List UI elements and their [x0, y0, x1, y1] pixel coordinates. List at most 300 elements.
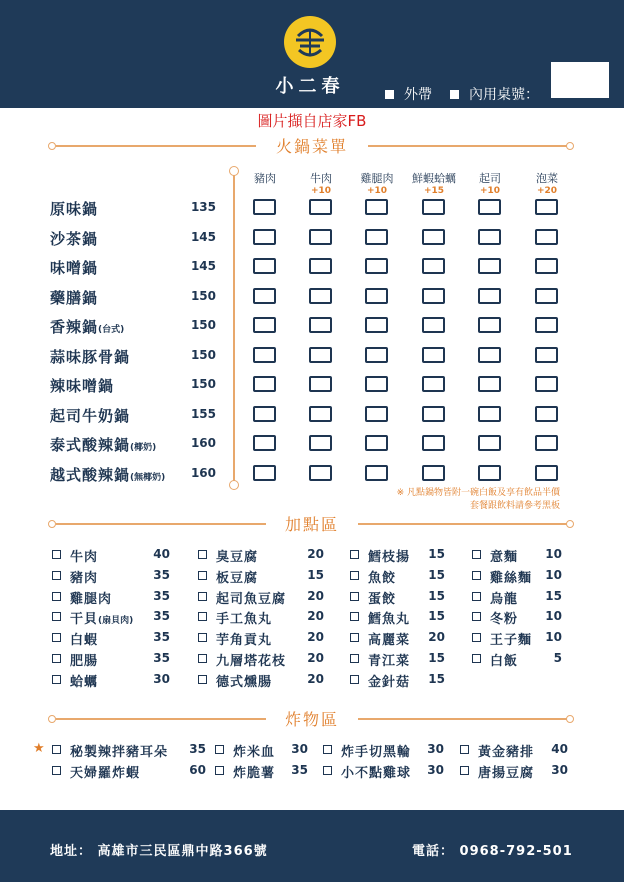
takeout-option[interactable]	[385, 84, 432, 104]
addon-item-name	[70, 608, 133, 627]
addon-item[interactable]	[52, 588, 172, 606]
order-checkbox[interactable]	[309, 317, 332, 333]
hotpot-name-text: 味噌鍋	[50, 259, 99, 277]
order-checkbox[interactable]	[253, 258, 276, 274]
order-checkbox[interactable]	[422, 258, 445, 274]
hotpot-item	[0, 346, 624, 368]
order-checkbox[interactable]	[253, 317, 276, 333]
dinein-checkbox[interactable]	[450, 90, 459, 99]
hotpot-item-name	[50, 405, 130, 426]
addon-item[interactable]	[52, 567, 172, 585]
hotpot-item	[0, 464, 624, 486]
fried-item[interactable]	[215, 741, 310, 759]
column-label: 泡菜	[536, 172, 558, 185]
order-checkbox[interactable]	[478, 406, 501, 422]
hotpot-item	[0, 375, 624, 397]
addon-item[interactable]	[52, 650, 172, 668]
column-surcharge: +10	[310, 186, 332, 196]
addon-item[interactable]	[472, 629, 564, 647]
addon-name-text: 金針菇	[368, 674, 411, 690]
addon-item-name	[216, 608, 272, 627]
hotpot-item	[0, 316, 624, 338]
addon-item-price: 35	[153, 567, 170, 582]
addon-checkbox[interactable]	[52, 675, 61, 684]
addon-item-name	[490, 546, 518, 565]
addon-checkbox[interactable]	[472, 654, 481, 663]
order-checkbox[interactable]	[535, 347, 558, 363]
fried-item-name: 炸脆薯	[233, 766, 276, 781]
hotpot-item-note: (椰奶)	[130, 443, 157, 453]
addon-item-price: 15	[428, 588, 445, 603]
addon-item-price: 15	[428, 671, 445, 686]
hotpot-item-price: 155	[190, 406, 216, 421]
fried-item-name: 天婦羅炸蝦	[70, 766, 141, 781]
hotpot-item-name	[50, 316, 124, 337]
addon-item[interactable]	[350, 650, 447, 668]
addon-item-name	[490, 650, 518, 669]
hotpot-item-price: 150	[190, 377, 216, 391]
order-checkbox[interactable]	[309, 347, 332, 363]
addon-name-text: 鱈魚丸	[368, 612, 411, 628]
order-checkbox[interactable]	[535, 199, 558, 215]
addon-item-name	[490, 567, 532, 586]
addon-name-text: 臭豆腐	[216, 550, 259, 565]
addon-item-price: 10	[545, 547, 562, 561]
addon-name-text: 青江菜	[368, 654, 411, 669]
addon-checkbox[interactable]	[472, 633, 481, 642]
column-header	[349, 170, 405, 196]
addon-item-price: 20	[307, 588, 324, 603]
addon-name-text: 板豆腐	[216, 570, 259, 586]
addon-checkbox[interactable]	[350, 592, 359, 601]
order-checkbox[interactable]	[535, 258, 558, 274]
order-checkbox[interactable]	[478, 229, 501, 245]
hotpot-item-price: 145	[190, 229, 216, 244]
fried-item-price: 40	[551, 742, 568, 756]
fried-item-price: 60	[189, 763, 206, 777]
hotpot-item-price: 150	[190, 347, 216, 362]
addon-name-text: 手工魚丸	[216, 612, 273, 628]
fried-item-name: 炸手切黑輪	[341, 745, 412, 760]
hotpot-name-text: 原味鍋	[50, 200, 99, 218]
addon-checkbox[interactable]	[52, 550, 61, 559]
addon-name-text: 干貝	[70, 612, 99, 628]
hotpot-item	[0, 228, 624, 250]
hotpot-note	[300, 487, 560, 513]
order-checkbox[interactable]	[365, 288, 388, 304]
addon-checkbox[interactable]	[350, 571, 359, 580]
addon-checkbox[interactable]	[198, 592, 207, 601]
hotpot-title: 火鍋菜單	[275, 137, 348, 156]
order-options	[385, 84, 539, 104]
order-checkbox[interactable]	[535, 435, 558, 451]
addon-name-text: 蛋餃	[368, 591, 397, 607]
addon-name-text: 白蝦	[70, 633, 99, 649]
header	[0, 0, 624, 108]
order-checkbox[interactable]	[365, 199, 388, 215]
column-surcharge: +10	[366, 186, 388, 196]
dinein-label: 內用桌號：	[469, 87, 539, 103]
addon-checkbox[interactable]	[350, 633, 359, 642]
hotpot-name-text: 藥膳鍋	[50, 288, 99, 307]
addon-item-price: 35	[153, 630, 170, 645]
order-checkbox[interactable]	[365, 465, 388, 481]
order-checkbox[interactable]	[535, 376, 558, 392]
addon-name-text: 起司魚豆腐	[216, 591, 287, 607]
addon-item-name	[368, 650, 410, 669]
hotpot-item-name	[50, 257, 98, 278]
addon-item-price: 30	[153, 671, 170, 686]
order-checkbox[interactable]	[478, 288, 501, 304]
addon-item-price: 15	[545, 588, 562, 603]
column-header	[293, 170, 349, 196]
order-checkbox[interactable]	[365, 347, 388, 363]
hotpot-name-text: 起司牛奶鍋	[50, 406, 131, 425]
fried-item-name: 秘製辣拌豬耳朵	[70, 745, 169, 760]
star-icon: ★	[33, 741, 45, 756]
addon-item-price: 15	[428, 609, 445, 624]
hotpot-item-name	[50, 228, 98, 249]
addon-item[interactable]	[52, 629, 172, 647]
order-checkbox[interactable]	[365, 435, 388, 451]
order-checkbox[interactable]	[422, 465, 445, 481]
fried-item-name: 唐揚豆腐	[478, 766, 535, 781]
column-label: 雞腿肉	[360, 172, 394, 185]
fried-checkbox[interactable]	[323, 745, 332, 754]
fried-item-name: 小不點雞球	[341, 766, 412, 781]
fried-item-price: 30	[291, 742, 308, 756]
hotpot-name-text: 辣味噌鍋	[50, 377, 115, 395]
addon-item-name	[70, 567, 98, 586]
addon-item[interactable]	[198, 629, 326, 647]
addon-item[interactable]	[350, 546, 447, 564]
addon-name-text: 冬粉	[490, 612, 519, 628]
addon-item-name	[368, 588, 396, 607]
fried-item[interactable]	[460, 762, 570, 780]
order-checkbox[interactable]	[422, 347, 445, 363]
addon-item-name	[368, 608, 410, 627]
addon-name-text: 德式燻腸	[216, 674, 273, 690]
addon-checkbox[interactable]	[350, 612, 359, 621]
addon-item[interactable]	[52, 608, 172, 626]
addon-item-price: 15	[307, 567, 324, 582]
addon-item[interactable]	[350, 588, 447, 606]
addon-checkbox[interactable]	[198, 654, 207, 663]
addon-checkbox[interactable]	[350, 550, 359, 559]
fried-item[interactable]	[323, 762, 446, 780]
takeout-label: 外帶	[404, 87, 432, 103]
addon-checkbox[interactable]	[198, 550, 207, 559]
addon-checkbox[interactable]	[350, 675, 359, 684]
addon-checkbox[interactable]	[472, 592, 481, 601]
fried-item[interactable]	[52, 741, 208, 759]
addon-item[interactable]	[198, 546, 326, 564]
addon-item[interactable]	[52, 671, 172, 689]
addon-item-name	[216, 650, 286, 669]
addon-checkbox[interactable]	[472, 612, 481, 621]
addon-name-text: 芋角貢丸	[216, 633, 273, 649]
fried-item-price: 30	[427, 763, 444, 777]
addon-item-price: 20	[307, 651, 324, 665]
order-checkbox[interactable]	[253, 288, 276, 304]
order-checkbox[interactable]	[309, 258, 332, 274]
addon-item[interactable]	[472, 546, 564, 564]
order-checkbox[interactable]	[253, 229, 276, 245]
dinein-option[interactable]	[450, 84, 539, 104]
column-header	[237, 170, 293, 186]
order-checkbox[interactable]	[422, 199, 445, 215]
column-surcharge: +20	[536, 186, 558, 196]
addon-item-price: 20	[307, 630, 324, 645]
addon-checkbox[interactable]	[472, 550, 481, 559]
addon-item-name	[70, 629, 98, 648]
order-checkbox[interactable]	[535, 465, 558, 481]
addon-name-text: 九層塔花枝	[216, 654, 287, 669]
order-checkbox[interactable]	[253, 376, 276, 392]
addon-item-name	[490, 588, 518, 607]
order-checkbox[interactable]	[478, 199, 501, 215]
order-checkbox[interactable]	[478, 435, 501, 451]
addon-checkbox[interactable]	[198, 612, 207, 621]
addon-title: 加點區	[284, 515, 339, 534]
addon-name-text: 肥腸	[70, 654, 99, 669]
order-checkbox[interactable]	[309, 406, 332, 422]
order-checkbox[interactable]	[253, 199, 276, 215]
hotpot-item-price: 135	[190, 200, 216, 214]
hotpot-item	[0, 287, 624, 309]
hotpot-item-name	[50, 346, 130, 367]
table-number-input[interactable]	[551, 62, 609, 98]
addon-item-price: 20	[307, 609, 324, 624]
addon-name-text: 雞腿肉	[70, 591, 113, 607]
order-checkbox[interactable]	[309, 199, 332, 215]
hotpot-item-price: 160	[190, 436, 216, 450]
addon-name-text: 王子麵	[490, 633, 533, 649]
addon-checkbox[interactable]	[52, 592, 61, 601]
order-checkbox[interactable]	[535, 406, 558, 422]
addon-item-price: 35	[153, 588, 170, 603]
addon-item-name	[368, 671, 410, 690]
fried-item[interactable]	[323, 741, 446, 759]
addon-item-name	[70, 588, 112, 607]
addon-item-name	[216, 567, 258, 586]
addon-item-name	[368, 567, 396, 586]
hotpot-item-note: (台式)	[98, 325, 125, 335]
addon-checkbox[interactable]	[350, 654, 359, 663]
hotpot-name-text: 香辣鍋	[50, 318, 99, 336]
column-surcharge: +15	[423, 186, 445, 196]
addon-item[interactable]	[350, 567, 447, 585]
order-checkbox[interactable]	[422, 229, 445, 245]
hotpot-item-price: 150	[190, 288, 216, 303]
order-checkbox[interactable]	[478, 258, 501, 274]
hotpot-item-price: 145	[190, 259, 216, 273]
order-checkbox[interactable]	[365, 376, 388, 392]
addon-name-text: 牛肉	[70, 550, 99, 565]
column-header	[406, 170, 462, 196]
addon-item[interactable]	[52, 546, 172, 564]
order-checkbox[interactable]	[309, 465, 332, 481]
hotpot-item-name	[50, 464, 165, 485]
addon-checkbox[interactable]	[198, 571, 207, 580]
addon-name-text: 意麵	[490, 550, 519, 565]
addon-item-price: 15	[428, 567, 445, 582]
fried-item-price: 30	[551, 763, 568, 777]
address: 地址： 高雄市三民區鼎中路366號	[50, 844, 268, 859]
addon-checkbox[interactable]	[198, 633, 207, 642]
fried-checkbox[interactable]	[215, 745, 224, 754]
addon-item-price: 10	[545, 609, 562, 624]
note-line: 套餐跟飲料請參考黑板	[469, 501, 560, 511]
order-checkbox[interactable]	[422, 406, 445, 422]
takeout-checkbox[interactable]	[385, 90, 394, 99]
hotpot-item	[0, 257, 624, 279]
order-checkbox[interactable]	[253, 465, 276, 481]
addon-name-text: 蛤蠣	[70, 674, 99, 690]
fried-item-name: 黃金豬排	[478, 745, 535, 760]
order-checkbox[interactable]	[535, 317, 558, 333]
fried-title: 炸物區	[284, 710, 339, 729]
addon-item-name	[490, 608, 518, 627]
addon-item[interactable]	[350, 671, 447, 689]
order-checkbox[interactable]	[309, 376, 332, 392]
hotpot-item	[0, 434, 624, 456]
order-checkbox[interactable]	[422, 288, 445, 304]
fried-item[interactable]	[460, 741, 570, 759]
phone: 電話： 0968-792-501	[412, 844, 573, 859]
fried-item-price: 30	[427, 742, 444, 756]
addon-item[interactable]	[472, 650, 564, 668]
addon-item-name	[490, 629, 532, 648]
addon-item-price: 20	[307, 547, 324, 561]
order-checkbox[interactable]	[535, 288, 558, 304]
fried-item-name: 炸米血	[233, 745, 276, 760]
addon-name-text: 鱈枝揚	[368, 550, 411, 565]
fried-checkbox[interactable]	[460, 745, 469, 754]
order-checkbox[interactable]	[309, 229, 332, 245]
addon-item-price: 10	[545, 630, 562, 645]
hotpot-item	[0, 198, 624, 220]
addon-item-price: 20	[428, 630, 445, 645]
order-checkbox[interactable]	[478, 347, 501, 363]
addon-item-name	[216, 629, 272, 648]
addon-item-price: 20	[307, 671, 324, 686]
hotpot-name-text: 蒜味豚骨鍋	[50, 347, 131, 366]
fried-checkbox[interactable]	[323, 766, 332, 775]
fried-checkbox[interactable]	[460, 766, 469, 775]
addon-item-name	[70, 671, 98, 690]
hotpot-name-text: 越式酸辣鍋	[50, 465, 131, 484]
order-checkbox[interactable]	[365, 406, 388, 422]
column-surcharge: +10	[479, 186, 501, 196]
logo-icon	[284, 16, 336, 68]
addon-item-name	[70, 650, 98, 669]
addon-item-price: 10	[545, 567, 562, 582]
addon-checkbox[interactable]	[52, 654, 61, 663]
addon-item[interactable]	[198, 608, 326, 626]
addon-item[interactable]	[198, 567, 326, 585]
fried-checkbox[interactable]	[52, 766, 61, 775]
order-checkbox[interactable]	[535, 229, 558, 245]
addon-item[interactable]	[350, 629, 447, 647]
hotpot-item-price: 160	[190, 465, 216, 480]
hotpot-item-name	[50, 375, 114, 396]
note-line: ※ 凡點鍋物皆附一碗白飯及享有飲品半價	[396, 488, 560, 498]
addon-name-text: 白飯	[490, 654, 519, 669]
hotpot-item-name	[50, 287, 98, 308]
addon-checkbox[interactable]	[52, 633, 61, 642]
order-checkbox[interactable]	[253, 435, 276, 451]
fried-section-header	[0, 709, 624, 729]
addon-item[interactable]	[198, 650, 326, 668]
column-header	[519, 170, 575, 196]
order-checkbox[interactable]	[422, 317, 445, 333]
addon-name-text: 雞絲麵	[490, 570, 533, 586]
column-header	[462, 170, 518, 196]
addon-item-name	[216, 546, 258, 565]
order-checkbox[interactable]	[422, 435, 445, 451]
order-checkbox[interactable]	[253, 347, 276, 363]
addon-item-name	[368, 629, 410, 648]
addon-item[interactable]	[472, 608, 564, 626]
addon-item-price: 40	[153, 547, 170, 561]
addon-item[interactable]	[198, 671, 326, 689]
order-checkbox[interactable]	[253, 406, 276, 422]
hotpot-item	[0, 405, 624, 427]
order-checkbox[interactable]	[365, 317, 388, 333]
order-checkbox[interactable]	[478, 465, 501, 481]
hotpot-item-note: (無椰奶)	[130, 472, 166, 483]
order-checkbox[interactable]	[365, 258, 388, 274]
column-label: 鮮蝦蛤蠣	[412, 172, 456, 185]
addon-item[interactable]	[472, 588, 564, 606]
addon-item-price: 35	[153, 651, 170, 665]
addon-name-text: 高麗菜	[368, 633, 411, 649]
brand-name: 小二春	[275, 76, 345, 97]
addon-item-price: 15	[428, 651, 445, 665]
order-checkbox[interactable]	[478, 376, 501, 392]
addon-checkbox[interactable]	[198, 675, 207, 684]
addon-item[interactable]	[198, 588, 326, 606]
addon-item-price: 15	[428, 547, 445, 561]
addon-item[interactable]	[472, 567, 564, 585]
hotpot-item-name	[50, 198, 98, 219]
order-checkbox[interactable]	[309, 288, 332, 304]
order-checkbox[interactable]	[309, 435, 332, 451]
hotpot-name-text: 沙茶鍋	[50, 229, 99, 248]
fried-checkbox[interactable]	[52, 745, 61, 754]
footer	[0, 810, 624, 882]
column-label: 牛肉	[310, 172, 332, 185]
addon-item-name	[368, 546, 410, 565]
hotpot-item-name	[50, 434, 156, 455]
fried-checkbox[interactable]	[215, 766, 224, 775]
column-label: 豬肉	[254, 172, 276, 185]
addon-item[interactable]	[350, 608, 447, 626]
addon-checkbox[interactable]	[52, 612, 61, 621]
order-checkbox[interactable]	[365, 229, 388, 245]
fried-item[interactable]	[215, 762, 310, 780]
addon-checkbox[interactable]	[472, 571, 481, 580]
fried-item-price: 35	[291, 763, 308, 777]
fried-item[interactable]	[52, 762, 208, 780]
hotpot-name-text: 泰式酸辣鍋	[50, 436, 131, 454]
addon-name-text: 魚餃	[368, 570, 397, 586]
addon-checkbox[interactable]	[52, 571, 61, 580]
hotpot-item-price: 150	[190, 318, 216, 332]
order-checkbox[interactable]	[478, 317, 501, 333]
order-checkbox[interactable]	[422, 376, 445, 392]
